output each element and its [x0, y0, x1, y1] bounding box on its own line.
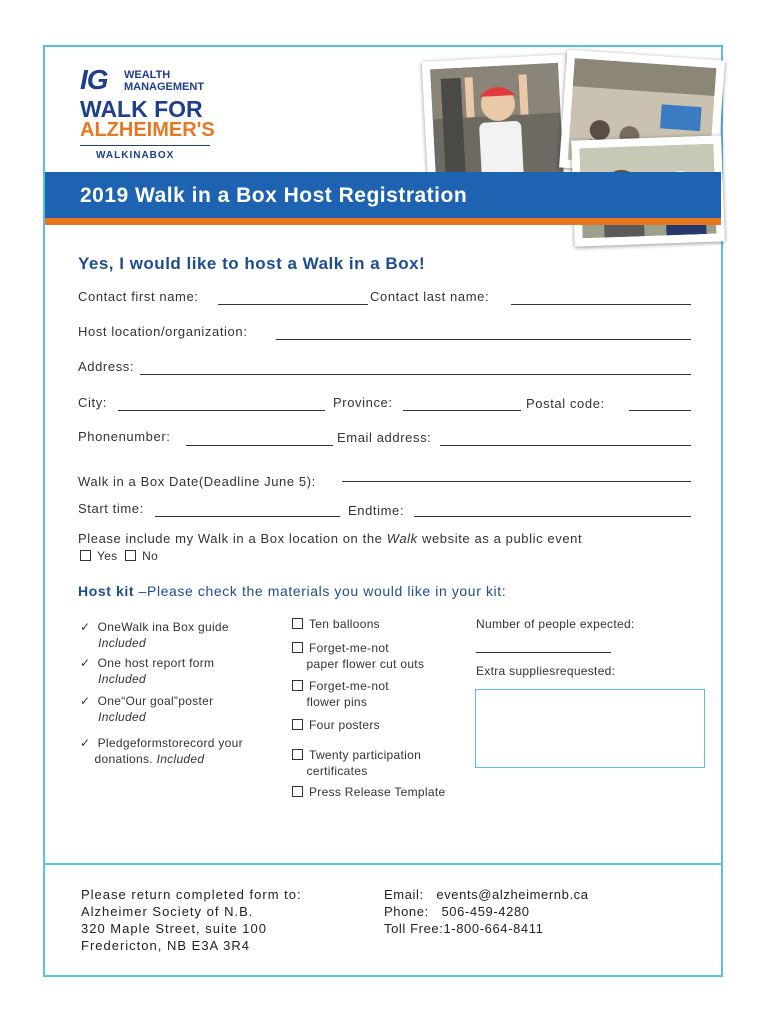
kit-option: Four posters — [292, 717, 380, 733]
kit-option: Ten balloons — [292, 616, 380, 632]
yes-label: Yes — [97, 549, 118, 563]
banner-stripe — [45, 218, 721, 225]
press-release-checkbox[interactable] — [292, 786, 303, 797]
walk-for-text: WALK FOR — [80, 96, 203, 122]
form-heading: Yes, I would like to host a Walk in a Box! — [78, 254, 426, 273]
walk-date-field[interactable] — [342, 481, 691, 482]
city-field[interactable] — [118, 410, 325, 411]
public-event-text: Please include my Walk in a Box location on the Walk website as a public event — [78, 531, 583, 546]
included-item: ✓ One“Our goal”poster Included — [80, 694, 214, 724]
walk-in-a-box-text: WALKINABOX — [96, 150, 175, 161]
contact-first-label: Contact first name: — [78, 289, 199, 304]
included-item: ✓ OneWalk ina Box guide Included — [80, 620, 229, 650]
balloons-checkbox[interactable] — [292, 618, 303, 629]
province-field[interactable] — [403, 410, 521, 411]
start-time-label: Start time: — [78, 501, 144, 516]
certificates-checkbox[interactable] — [292, 749, 303, 760]
address-field[interactable] — [140, 374, 691, 375]
province-label: Province: — [333, 395, 393, 410]
end-time-label: Endtime: — [348, 503, 405, 518]
email-field[interactable] — [440, 445, 691, 446]
people-expected-label: Number of people expected: — [476, 617, 635, 631]
email-link[interactable]: events@alzheimernb.ca — [436, 887, 589, 902]
yes-checkbox[interactable] — [80, 550, 91, 561]
kit-option: Press Release Template — [292, 784, 445, 800]
walk-date-label: Walk in a Box Date(Deadline June 5): — [78, 474, 316, 489]
contact-last-label: Contact last name: — [370, 289, 490, 304]
email-label: Email address: — [337, 430, 432, 445]
no-label: No — [142, 549, 159, 563]
flower-pins-checkbox[interactable] — [292, 680, 303, 691]
postal-code-label: Postal code: — [526, 396, 605, 411]
postal-code-field[interactable] — [629, 410, 691, 411]
included-item: ✓ One host report form Included — [80, 656, 215, 686]
contact-last-field[interactable] — [511, 304, 691, 305]
wealth-management-text: WEALTH MANAGEMENT — [124, 69, 205, 93]
footer-divider — [43, 863, 723, 865]
logo-rule — [80, 145, 210, 146]
posters-checkbox[interactable] — [292, 719, 303, 730]
host-kit-heading: Host kit –Please check the materials you would like in your kit: — [78, 583, 507, 599]
paper-flower-checkbox[interactable] — [292, 642, 303, 653]
kit-option: Forget-me-not flower pins — [292, 678, 389, 710]
address-label: Address: — [78, 359, 135, 374]
city-label: City: — [78, 395, 107, 410]
alzheimers-text: ALZHEIMER'S — [80, 119, 215, 141]
ig-logo-mark: IG — [80, 64, 108, 95]
host-location-label: Host location/organization: — [78, 324, 248, 339]
kit-option: Twenty participation certificates — [292, 747, 421, 779]
contact-info: Email: events@alzheimernb.ca Phone: 506-459-4280 Toll Free:1-800-664-8411 — [384, 887, 589, 936]
included-item: ✓ Pledgeformstorecord your donations. Included — [80, 736, 243, 766]
extra-supplies-label: Extra suppliesrequested: — [476, 664, 616, 678]
people-expected-field[interactable] — [476, 652, 611, 653]
phone-label: Phonenumber: — [78, 429, 171, 444]
public-event-options — [80, 548, 158, 564]
kit-option: Forget-me-not paper flower cut outs — [292, 640, 424, 672]
return-address: Please return completed form to: Alzheimer Society of N.B. 320 Maple Street, suite 100 Fredericton, NB E3A 3R4 — [81, 887, 302, 953]
end-time-field[interactable] — [414, 516, 691, 517]
extra-supplies-box[interactable] — [475, 689, 705, 768]
host-location-field[interactable] — [276, 339, 691, 340]
phone-field[interactable] — [186, 445, 333, 446]
contact-first-field[interactable] — [218, 304, 368, 305]
page-title: 2019 Walk in a Box Host Registration — [80, 184, 468, 207]
start-time-field[interactable] — [155, 516, 340, 517]
no-checkbox[interactable] — [125, 550, 136, 561]
